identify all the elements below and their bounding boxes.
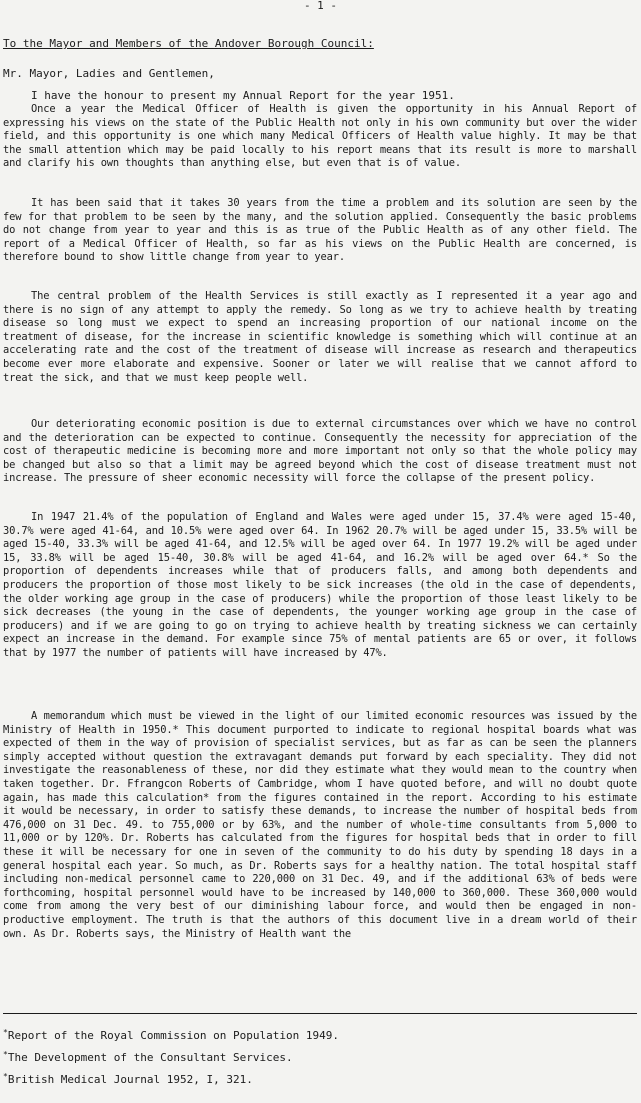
paragraph-3: The central problem of the Health Services is still exactly as I represented it a year ago and there is no sign of any attempt to apply the remedy. So long as we try to achieve health by treating disease so long must we expect to spend an increasing proportion of our national income on the treatment of disease, for the increase in scientific knowledge is something which will continue at an accelerating rate and the cost of the treatment of disease will increase as research and therapeutics become ever more elaborate and expensive. Sooner or later we will realise that we cannot afford to treat the sick, and that we must keep people well. xyxy=(3,290,637,384)
paragraph-2: It has been said that it takes 30 years from the time a problem and its solution are seen by the few for that problem to be seen by the many, and the solution applied. Consequently the basic problems do not change from year to year and this is as true of the Public Health as of any other field. The report of a Medical Officer of Health, so far as his views on the Public Health are concerned, is therefore bound to show little change from year to year. xyxy=(3,197,637,264)
footnote-text: The Development of the Consultant Services. xyxy=(7,1051,293,1064)
footnote-3 xyxy=(3,1071,253,1086)
footnote-mark: * xyxy=(3,1072,8,1081)
paragraph-6: A memorandum which must be viewed in the light of our limited economic resources was issued by the Ministry of Health in 1950.* This document purported to indicate to regional hospital boards what was expected of them in the way of provision of specialist services, but as far as can be seen the planners simply accepted without question the extravagant demands put forward by each speciality. They did not investigate the reasonableness of these, nor did they estimate what they would mean to the country when taken together. Dr. Ffrangcon Roberts of Cambridge, whom I have quoted before, and will no doubt quote again, has made this calculation* from the figures contained in the report. According to his estimate it would be necessary, in order to satisfy these demands, to increase the number of hospital beds from 476,000 on 31 Dec. 49. to 755,000 or by 63%, and the number of whole-time consultants from 5,000 to 11,000 or by 120%. Dr. Roberts has calculated from the figures for hospital beds that in order to fill these it will be necessary for one in seven of the community to do his duty by spending 18 days in a general hospital each year. So much, as Dr. Roberts says for a healthy nation. The total hospital staff including non-medical personnel came to 220,000 on 31 Dec. 49, and if the additional 63% of beds were forthcoming, hospital personnel would have to be increased by 140,000 to 360,000. These 360,000 would come from among the very best of our diminishing labour force, and would then be engaged in non-productive employment. The truth is that the authors of this document live in a dream world of their own. As Dr. Roberts says, the Ministry of Health want the xyxy=(3,710,637,940)
footnote-mark: * xyxy=(3,1028,8,1037)
paragraph-5: In 1947 21.4% of the population of England and Wales were aged under 15, 37.4% were aged 15-40, 30.7% were aged 41-64, and 10.5% were aged over 64. In 1962 20.7% will be aged under 15, 33.5% will be aged 15-40, 33.3% will be aged 41-64, and 12.5% will be aged over 64. In 1977 19.2% will be aged under 15, 33.8% will be aged 15-40, 30.8% will be aged 41-64, and 16.2% will be aged over 64.* So the proportion of dependents increases while that of producers falls, and among both dependents and producers the proportion of those most likely to be sick increases (the old in the case of dependents, the older working age group in the case of producers) while the proportion of those least likely to be sick decreases (the young in the case of dependents, the younger working age group in the case of producers) and if we are going to go on trying to achieve health by treating sickness we can certainly expect an increase in the demand. For example since 75% of mental patients are 65 or over, it follows that by 1977 the number of patients will have increased by 47%. xyxy=(3,511,637,659)
footnote-text: Report of the Royal Commission on Population 1949. xyxy=(7,1029,339,1042)
footnote-mark: * xyxy=(3,1050,8,1059)
paragraph-1: Once a year the Medical Officer of Health is given the opportunity in his Annual Report of expressing his views on the state of the Public Health not only in his own community but over the wider field, and this opportunity is one which many Medical Officers of Health value highly. It may be that the small attention which may be paid locally to his report means that its result is more to marshall and clarify his own thoughts than anything else, but even that is of value. xyxy=(3,103,637,170)
page-number: - 1 - xyxy=(303,0,338,12)
paragraph-4: Our deteriorating economic position is due to external circumstances over which we have no control and the deterioration can be expected to continue. Consequently the necessity for appreciation of the cost of therapeutic medicine is becoming more and more important not only so that the whole policy may be changed but also so that a limit may be agreed beyond which the cost of disease treatment must not increase. The pressure of sheer economic necessity will force the collapse of the present policy. xyxy=(3,418,637,485)
salutation: Mr. Mayor, Ladies and Gentlemen, xyxy=(3,67,215,80)
footnote-rule xyxy=(3,1013,637,1014)
footnote-1 xyxy=(3,1027,339,1042)
footnote-text: British Medical Journal 1952, I, 321. xyxy=(7,1073,253,1086)
footnote-2 xyxy=(3,1049,293,1064)
address-line: To the Mayor and Members of the Andover Borough Council: xyxy=(3,37,374,50)
opening-sentence: I have the honour to present my Annual Report for the year 1951. xyxy=(31,89,455,102)
